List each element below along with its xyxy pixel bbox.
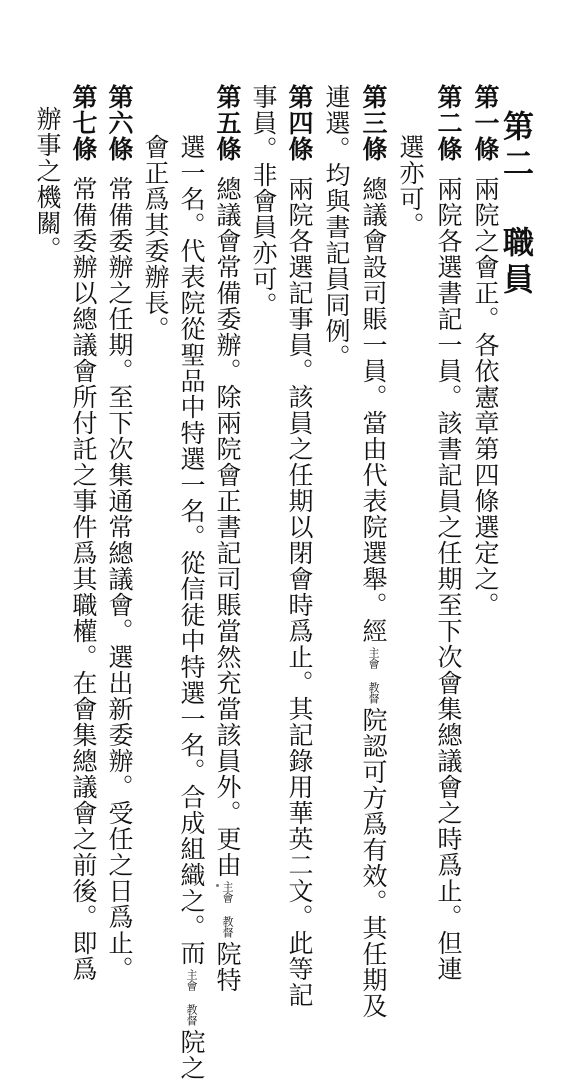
article-3-text: 總議會設司賬一員。當由代表院選舉。經 bbox=[359, 176, 388, 644]
section-heading-text: 第二 職員 bbox=[497, 110, 533, 300]
article-5-text: 總議會常備委辦。除兩院會正書記司賬當然充當該員外。更由 bbox=[213, 176, 242, 878]
article-7-continued-text: 辦事之機關。 bbox=[33, 106, 62, 262]
article-5-continued-1-text: 選一名。代表院從聖品中特選一名。從信徒中特選一名。合成組織之。而 bbox=[177, 134, 206, 966]
article-3-note: 主會 教督 bbox=[367, 647, 380, 704]
article-5-tail: 院特 bbox=[213, 941, 242, 993]
article-5 bbox=[212, 84, 242, 993]
article-1 bbox=[470, 84, 500, 618]
article-2-text: 兩院各選書記一員。該書記員之任期至下次會集總議會之時爲止。但連 bbox=[434, 176, 463, 982]
article-6-label: 第六條 bbox=[105, 84, 134, 162]
article-3 bbox=[358, 84, 388, 1019]
article-7-label: 第七條 bbox=[69, 84, 98, 162]
article-7-continued bbox=[32, 106, 62, 262]
article-4-label: 第四條 bbox=[285, 84, 314, 162]
article-3-label: 第三條 bbox=[359, 84, 388, 162]
article-5-note: 主會 教督 bbox=[221, 881, 234, 938]
section-heading bbox=[497, 110, 533, 300]
article-1-text: 兩院之會正。各依憲章第四條選定之。 bbox=[471, 176, 500, 618]
article-3-tail: 院認可方爲有效。其任期及 bbox=[359, 707, 388, 1019]
article-5-continued-1 bbox=[176, 134, 206, 1081]
article-4-continued bbox=[248, 84, 278, 318]
article-2-continued bbox=[395, 134, 425, 238]
article-4-text: 兩院各選記事員。該員之任期以閉會時爲止。其記錄用華英二文。此等記 bbox=[285, 176, 314, 1008]
article-2 bbox=[433, 84, 463, 982]
article-5-continued-2-text: 會正爲其委辦長。 bbox=[141, 134, 170, 342]
article-4-continued-text: 事員。非會員亦可。 bbox=[249, 84, 278, 318]
article-7 bbox=[68, 84, 98, 982]
article-1-label: 第一條 bbox=[471, 84, 500, 162]
article-5-continued-2 bbox=[140, 134, 170, 342]
article-2-label: 第二條 bbox=[434, 84, 463, 162]
article-5-label: 第五條 bbox=[213, 84, 242, 162]
article-3-continued bbox=[321, 84, 351, 370]
article-5-continued-1-tail: 院之 bbox=[177, 1029, 206, 1081]
article-5-continued-1-note: 主會 教督 bbox=[185, 969, 198, 1026]
article-4 bbox=[284, 84, 314, 1008]
article-2-continued-text: 選亦可。 bbox=[396, 134, 425, 238]
article-7-text: 常備委辦以總議會所付託之事件爲其職權。在會集總議會之前後。即爲 bbox=[69, 176, 98, 982]
article-6 bbox=[104, 84, 134, 982]
page-speck bbox=[216, 884, 219, 887]
article-3-continued-text: 連選。均與書記員同例。 bbox=[322, 84, 351, 370]
article-6-text: 常備委辦之任期。至下次集通常總議會。選出新委辦。受任之日爲止。 bbox=[105, 176, 134, 982]
